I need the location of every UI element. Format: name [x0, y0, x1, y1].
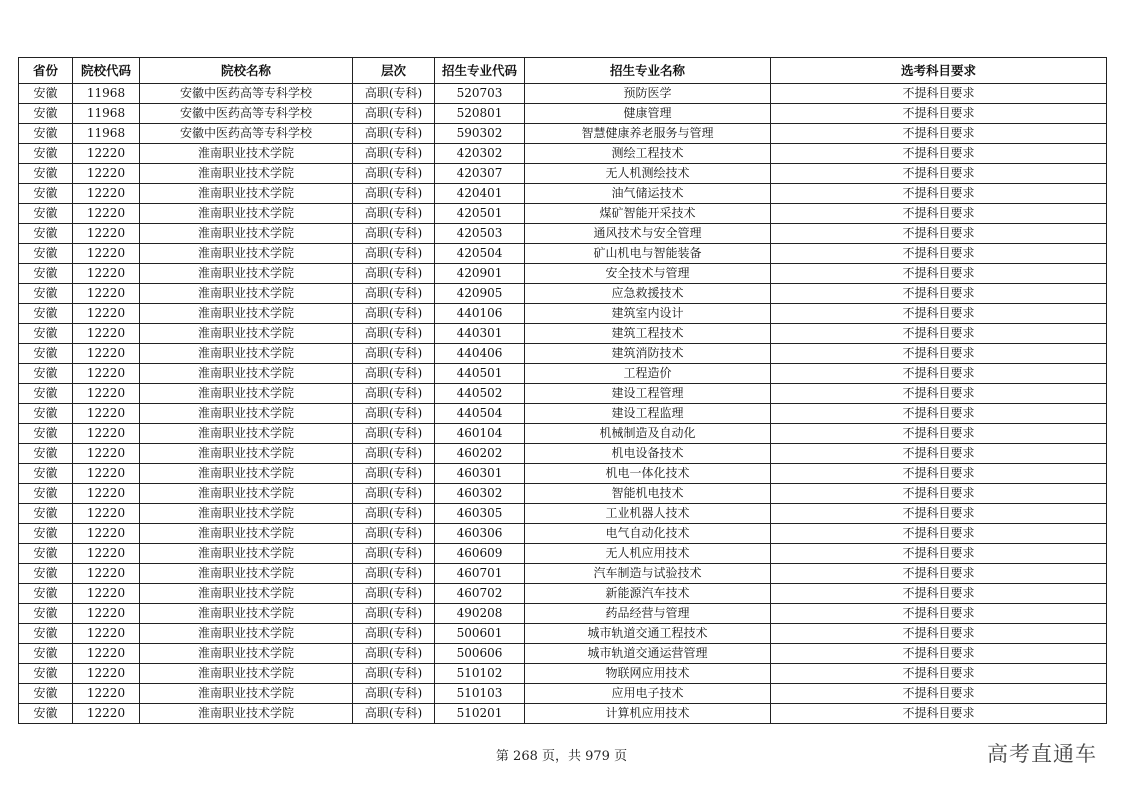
cell-level: 高职(专科): [353, 624, 435, 644]
column-header-province: 省份: [19, 58, 73, 84]
cell-province: 安徽: [19, 244, 73, 264]
cell-major-name: 计算机应用技术: [525, 704, 771, 724]
column-header-level: 层次: [353, 58, 435, 84]
cell-school-code: 12220: [73, 204, 140, 224]
cell-major-code: 460202: [435, 444, 525, 464]
cell-school-code: 12220: [73, 684, 140, 704]
cell-major-code: 510103: [435, 684, 525, 704]
cell-school-code: 12220: [73, 584, 140, 604]
cell-school-code: 12220: [73, 664, 140, 684]
cell-subject-requirement: 不提科目要求: [771, 524, 1107, 544]
page-number: 第 268 页，共 979 页: [495, 749, 628, 764]
table-row: [19, 624, 1107, 644]
cell-major-name: 机械制造及自动化: [525, 424, 771, 444]
cell-subject-requirement: 不提科目要求: [771, 244, 1107, 264]
cell-school-name: 淮南职业技术学院: [140, 604, 353, 624]
cell-major-code: 520703: [435, 84, 525, 104]
cell-subject-requirement: 不提科目要求: [771, 484, 1107, 504]
cell-school-code: 12220: [73, 564, 140, 584]
table-row: [19, 444, 1107, 464]
cell-school-code: 12220: [73, 464, 140, 484]
cell-school-name: 淮南职业技术学院: [140, 184, 353, 204]
cell-school-code: 12220: [73, 164, 140, 184]
table-row: [19, 684, 1107, 704]
cell-school-name: 淮南职业技术学院: [140, 624, 353, 644]
cell-province: 安徽: [19, 404, 73, 424]
cell-subject-requirement: 不提科目要求: [771, 624, 1107, 644]
cell-school-code: 12220: [73, 244, 140, 264]
cell-major-code: 420504: [435, 244, 525, 264]
cell-subject-requirement: 不提科目要求: [771, 584, 1107, 604]
cell-major-code: 460104: [435, 424, 525, 444]
table-row: [19, 504, 1107, 524]
cell-province: 安徽: [19, 104, 73, 124]
cell-major-name: 城市轨道交通运营管理: [525, 644, 771, 664]
cell-school-name: 淮南职业技术学院: [140, 144, 353, 164]
cell-school-code: 12220: [73, 424, 140, 444]
cell-school-name: 淮南职业技术学院: [140, 224, 353, 244]
cell-school-code: 12220: [73, 544, 140, 564]
table-row: [19, 604, 1107, 624]
cell-province: 安徽: [19, 184, 73, 204]
cell-level: 高职(专科): [353, 364, 435, 384]
cell-major-code: 440502: [435, 384, 525, 404]
table-row: [19, 244, 1107, 264]
cell-major-name: 建筑工程技术: [525, 324, 771, 344]
cell-major-name: 新能源汽车技术: [525, 584, 771, 604]
cell-major-name: 油气储运技术: [525, 184, 771, 204]
cell-subject-requirement: 不提科目要求: [771, 644, 1107, 664]
cell-major-code: 460306: [435, 524, 525, 544]
cell-province: 安徽: [19, 604, 73, 624]
cell-major-name: 通风技术与安全管理: [525, 224, 771, 244]
cell-major-name: 应用电子技术: [525, 684, 771, 704]
cell-major-name: 机电一体化技术: [525, 464, 771, 484]
cell-level: 高职(专科): [353, 344, 435, 364]
watermark-text: 高考直通车: [987, 742, 1097, 766]
table-row: [19, 524, 1107, 544]
table-body: [19, 84, 1107, 724]
cell-school-name: 淮南职业技术学院: [140, 364, 353, 384]
table-row: [19, 484, 1107, 504]
cell-major-name: 无人机测绘技术: [525, 164, 771, 184]
cell-subject-requirement: 不提科目要求: [771, 124, 1107, 144]
cell-major-code: 440504: [435, 404, 525, 424]
cell-level: 高职(专科): [353, 604, 435, 624]
cell-subject-requirement: 不提科目要求: [771, 424, 1107, 444]
cell-school-name: 淮南职业技术学院: [140, 264, 353, 284]
cell-major-code: 460702: [435, 584, 525, 604]
cell-level: 高职(专科): [353, 504, 435, 524]
cell-level: 高职(专科): [353, 184, 435, 204]
cell-school-code: 12220: [73, 364, 140, 384]
cell-school-code: 12220: [73, 704, 140, 724]
cell-level: 高职(专科): [353, 104, 435, 124]
cell-major-code: 500606: [435, 644, 525, 664]
table-row: [19, 464, 1107, 484]
cell-level: 高职(专科): [353, 324, 435, 344]
cell-major-code: 440106: [435, 304, 525, 324]
cell-level: 高职(专科): [353, 264, 435, 284]
table-row: [19, 144, 1107, 164]
cell-school-name: 淮南职业技术学院: [140, 324, 353, 344]
cell-school-name: 淮南职业技术学院: [140, 204, 353, 224]
cell-school-code: 11968: [73, 104, 140, 124]
admissions-table: [18, 57, 1107, 724]
cell-subject-requirement: 不提科目要求: [771, 344, 1107, 364]
cell-major-code: 460305: [435, 504, 525, 524]
cell-level: 高职(专科): [353, 444, 435, 464]
cell-school-name: 淮南职业技术学院: [140, 544, 353, 564]
cell-subject-requirement: 不提科目要求: [771, 284, 1107, 304]
cell-province: 安徽: [19, 484, 73, 504]
column-header-school-code: 院校代码: [73, 58, 140, 84]
cell-school-name: 淮南职业技术学院: [140, 384, 353, 404]
cell-subject-requirement: 不提科目要求: [771, 304, 1107, 324]
table-row: [19, 384, 1107, 404]
cell-subject-requirement: 不提科目要求: [771, 264, 1107, 284]
cell-province: 安徽: [19, 664, 73, 684]
cell-province: 安徽: [19, 384, 73, 404]
table-row: [19, 284, 1107, 304]
cell-major-name: 机电设备技术: [525, 444, 771, 464]
cell-level: 高职(专科): [353, 484, 435, 504]
cell-school-code: 12220: [73, 644, 140, 664]
cell-province: 安徽: [19, 144, 73, 164]
cell-province: 安徽: [19, 324, 73, 344]
cell-province: 安徽: [19, 624, 73, 644]
cell-school-code: 12220: [73, 484, 140, 504]
cell-school-name: 淮南职业技术学院: [140, 644, 353, 664]
cell-major-code: 510102: [435, 664, 525, 684]
cell-school-name: 淮南职业技术学院: [140, 284, 353, 304]
table-row: [19, 644, 1107, 664]
cell-province: 安徽: [19, 444, 73, 464]
cell-major-name: 城市轨道交通工程技术: [525, 624, 771, 644]
cell-level: 高职(专科): [353, 304, 435, 324]
cell-subject-requirement: 不提科目要求: [771, 444, 1107, 464]
cell-province: 安徽: [19, 504, 73, 524]
cell-level: 高职(专科): [353, 404, 435, 424]
table-row: [19, 564, 1107, 584]
cell-major-code: 420302: [435, 144, 525, 164]
cell-school-name: 淮南职业技术学院: [140, 484, 353, 504]
cell-level: 高职(专科): [353, 524, 435, 544]
cell-school-name: 淮南职业技术学院: [140, 524, 353, 544]
cell-major-name: 电气自动化技术: [525, 524, 771, 544]
table-row: [19, 124, 1107, 144]
cell-school-code: 12220: [73, 404, 140, 424]
cell-major-code: 420307: [435, 164, 525, 184]
cell-subject-requirement: 不提科目要求: [771, 184, 1107, 204]
cell-level: 高职(专科): [353, 124, 435, 144]
cell-province: 安徽: [19, 584, 73, 604]
cell-major-name: 智能机电技术: [525, 484, 771, 504]
cell-province: 安徽: [19, 544, 73, 564]
cell-school-code: 12220: [73, 224, 140, 244]
cell-major-name: 药品经营与管理: [525, 604, 771, 624]
cell-province: 安徽: [19, 364, 73, 384]
cell-subject-requirement: 不提科目要求: [771, 104, 1107, 124]
cell-major-code: 460701: [435, 564, 525, 584]
cell-school-code: 12220: [73, 184, 140, 204]
cell-school-name: 淮南职业技术学院: [140, 704, 353, 724]
cell-major-code: 460301: [435, 464, 525, 484]
cell-subject-requirement: 不提科目要求: [771, 684, 1107, 704]
cell-major-name: 矿山机电与智能装备: [525, 244, 771, 264]
column-header-major-name: 招生专业名称: [525, 58, 771, 84]
cell-subject-requirement: 不提科目要求: [771, 204, 1107, 224]
cell-major-name: 安全技术与管理: [525, 264, 771, 284]
cell-major-code: 590302: [435, 124, 525, 144]
cell-school-name: 淮南职业技术学院: [140, 164, 353, 184]
cell-major-name: 预防医学: [525, 84, 771, 104]
cell-major-name: 测绘工程技术: [525, 144, 771, 164]
cell-school-code: 12220: [73, 304, 140, 324]
cell-level: 高职(专科): [353, 384, 435, 404]
cell-school-code: 12220: [73, 284, 140, 304]
cell-subject-requirement: 不提科目要求: [771, 544, 1107, 564]
cell-school-code: 12220: [73, 144, 140, 164]
cell-province: 安徽: [19, 464, 73, 484]
table-row: [19, 84, 1107, 104]
cell-major-name: 建筑消防技术: [525, 344, 771, 364]
cell-level: 高职(专科): [353, 564, 435, 584]
cell-subject-requirement: 不提科目要求: [771, 84, 1107, 104]
cell-subject-requirement: 不提科目要求: [771, 564, 1107, 584]
cell-subject-requirement: 不提科目要求: [771, 604, 1107, 624]
cell-school-code: 12220: [73, 444, 140, 464]
cell-major-code: 500601: [435, 624, 525, 644]
cell-province: 安徽: [19, 524, 73, 544]
cell-school-code: 11968: [73, 124, 140, 144]
cell-major-code: 520801: [435, 104, 525, 124]
cell-school-name: 安徽中医药高等专科学校: [140, 104, 353, 124]
cell-province: 安徽: [19, 284, 73, 304]
cell-school-code: 12220: [73, 344, 140, 364]
table-row: [19, 164, 1107, 184]
cell-level: 高职(专科): [353, 244, 435, 264]
cell-subject-requirement: 不提科目要求: [771, 364, 1107, 384]
cell-level: 高职(专科): [353, 224, 435, 244]
cell-school-name: 安徽中医药高等专科学校: [140, 84, 353, 104]
cell-school-code: 12220: [73, 384, 140, 404]
cell-major-name: 建设工程监理: [525, 404, 771, 424]
table-row: [19, 344, 1107, 364]
cell-major-name: 煤矿智能开采技术: [525, 204, 771, 224]
cell-subject-requirement: 不提科目要求: [771, 324, 1107, 344]
cell-major-name: 工业机器人技术: [525, 504, 771, 524]
cell-major-code: 440406: [435, 344, 525, 364]
cell-level: 高职(专科): [353, 704, 435, 724]
cell-major-code: 420501: [435, 204, 525, 224]
table-row: [19, 304, 1107, 324]
cell-major-name: 健康管理: [525, 104, 771, 124]
table-row: [19, 324, 1107, 344]
cell-school-name: 淮南职业技术学院: [140, 304, 353, 324]
cell-major-code: 460302: [435, 484, 525, 504]
cell-province: 安徽: [19, 564, 73, 584]
cell-level: 高职(专科): [353, 204, 435, 224]
cell-subject-requirement: 不提科目要求: [771, 464, 1107, 484]
cell-province: 安徽: [19, 704, 73, 724]
cell-province: 安徽: [19, 264, 73, 284]
cell-province: 安徽: [19, 224, 73, 244]
cell-major-code: 460609: [435, 544, 525, 564]
cell-school-name: 淮南职业技术学院: [140, 464, 353, 484]
cell-level: 高职(专科): [353, 464, 435, 484]
cell-subject-requirement: 不提科目要求: [771, 384, 1107, 404]
cell-school-name: 淮南职业技术学院: [140, 244, 353, 264]
cell-major-name: 建设工程管理: [525, 384, 771, 404]
cell-school-name: 淮南职业技术学院: [140, 584, 353, 604]
cell-major-name: 智慧健康养老服务与管理: [525, 124, 771, 144]
cell-major-code: 440501: [435, 364, 525, 384]
cell-major-name: 应急救援技术: [525, 284, 771, 304]
cell-school-code: 12220: [73, 604, 140, 624]
cell-province: 安徽: [19, 424, 73, 444]
column-header-school-name: 院校名称: [140, 58, 353, 84]
cell-school-code: 12220: [73, 504, 140, 524]
cell-province: 安徽: [19, 644, 73, 664]
table-row: [19, 364, 1107, 384]
cell-level: 高职(专科): [353, 584, 435, 604]
cell-major-code: 440301: [435, 324, 525, 344]
cell-school-name: 淮南职业技术学院: [140, 504, 353, 524]
cell-major-code: 420503: [435, 224, 525, 244]
cell-school-code: 11968: [73, 84, 140, 104]
table-row: [19, 224, 1107, 244]
cell-school-name: 淮南职业技术学院: [140, 424, 353, 444]
cell-major-code: 510201: [435, 704, 525, 724]
cell-province: 安徽: [19, 164, 73, 184]
cell-level: 高职(专科): [353, 164, 435, 184]
table-row: [19, 404, 1107, 424]
cell-province: 安徽: [19, 204, 73, 224]
cell-major-name: 物联网应用技术: [525, 664, 771, 684]
cell-major-code: 420401: [435, 184, 525, 204]
cell-subject-requirement: 不提科目要求: [771, 504, 1107, 524]
cell-major-code: 420905: [435, 284, 525, 304]
cell-major-name: 工程造价: [525, 364, 771, 384]
cell-school-name: 淮南职业技术学院: [140, 404, 353, 424]
cell-school-name: 安徽中医药高等专科学校: [140, 124, 353, 144]
table-row: [19, 424, 1107, 444]
table-row: [19, 584, 1107, 604]
cell-level: 高职(专科): [353, 684, 435, 704]
cell-school-name: 淮南职业技术学院: [140, 664, 353, 684]
column-header-subject-requirement: 选考科目要求: [771, 58, 1107, 84]
cell-school-name: 淮南职业技术学院: [140, 564, 353, 584]
cell-subject-requirement: 不提科目要求: [771, 164, 1107, 184]
cell-school-name: 淮南职业技术学院: [140, 344, 353, 364]
cell-major-name: 建筑室内设计: [525, 304, 771, 324]
cell-level: 高职(专科): [353, 544, 435, 564]
cell-school-code: 12220: [73, 524, 140, 544]
cell-level: 高职(专科): [353, 284, 435, 304]
cell-school-code: 12220: [73, 624, 140, 644]
cell-level: 高职(专科): [353, 644, 435, 664]
table-row: [19, 264, 1107, 284]
column-header-major-code: 招生专业代码: [435, 58, 525, 84]
cell-subject-requirement: 不提科目要求: [771, 144, 1107, 164]
cell-level: 高职(专科): [353, 144, 435, 164]
table-row: [19, 184, 1107, 204]
table-row: [19, 704, 1107, 724]
cell-province: 安徽: [19, 84, 73, 104]
cell-major-name: 无人机应用技术: [525, 544, 771, 564]
table-header-row: [19, 58, 1107, 84]
cell-school-name: 淮南职业技术学院: [140, 684, 353, 704]
cell-province: 安徽: [19, 124, 73, 144]
cell-school-code: 12220: [73, 264, 140, 284]
cell-level: 高职(专科): [353, 664, 435, 684]
cell-subject-requirement: 不提科目要求: [771, 224, 1107, 244]
cell-school-code: 12220: [73, 324, 140, 344]
cell-subject-requirement: 不提科目要求: [771, 704, 1107, 724]
cell-province: 安徽: [19, 304, 73, 324]
cell-major-code: 420901: [435, 264, 525, 284]
table-row: [19, 544, 1107, 564]
cell-level: 高职(专科): [353, 84, 435, 104]
cell-subject-requirement: 不提科目要求: [771, 404, 1107, 424]
cell-major-code: 490208: [435, 604, 525, 624]
cell-province: 安徽: [19, 344, 73, 364]
cell-major-name: 汽车制造与试验技术: [525, 564, 771, 584]
table-row: [19, 104, 1107, 124]
table-row: [19, 204, 1107, 224]
cell-province: 安徽: [19, 684, 73, 704]
cell-subject-requirement: 不提科目要求: [771, 664, 1107, 684]
cell-school-name: 淮南职业技术学院: [140, 444, 353, 464]
table-row: [19, 664, 1107, 684]
cell-level: 高职(专科): [353, 424, 435, 444]
